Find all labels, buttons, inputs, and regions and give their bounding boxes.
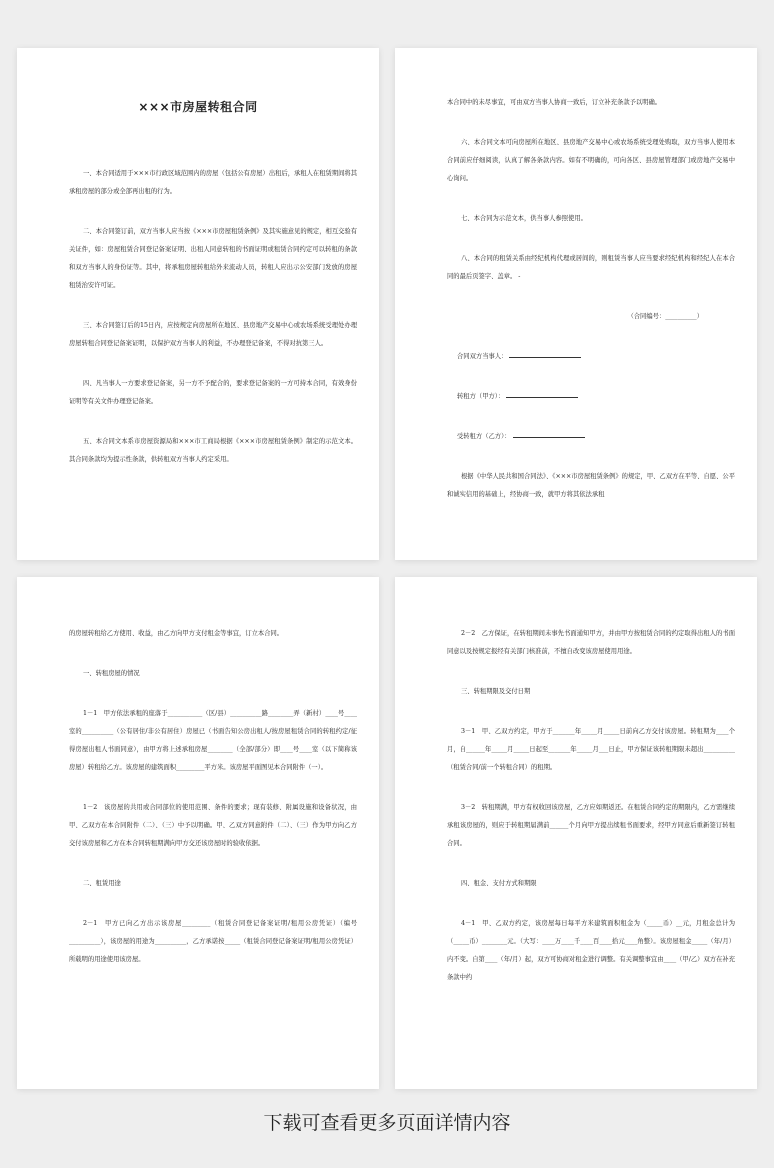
clause-6: 六、本合同文本可向房屋所在地区、县房地产交易中心或农场系统受理处购取，双方当事人使用本合同前应仔细阅读，认真了解各条款内容。如有不明确的，可向各区、县房屋管理部门或房地产交易中心询问。 — [447, 139, 735, 182]
parties-label: 合同双方当事人： — [457, 353, 508, 360]
clause-3: 三、本合同签订后的15日内，应按规定向房屋所在地区、县房地产交易中心或农场系统受理处办理房屋转租合同登记备案证明，以保护双方当事人的利益，不办理登记备案，不得对抗第三人。 — [69, 322, 357, 347]
download-more-link[interactable]: 下载可查看更多页面详情内容 — [263, 1112, 511, 1134]
clause-1-1: 1－1 甲方依法承租的座落于___________（区/县）__________路________弄（新村）____号____室的__________（公有居住/非公有居住）房屋已（书面告知公房出租人/按房屋租赁合同的转租约定/征得房屋出租人书面同意），由甲方将上述承租房屋________（全部/部分）即____号____室（以下简称该房屋）转租给乙方。该房屋的建筑面积_________平方米。该房屋平面图见本合同附件（一）。 — [69, 710, 357, 771]
party-b-label: 受转租方（乙方）： — [457, 433, 511, 440]
clause-4-1: 4－1 甲、乙双方约定，该房屋每日每平方米建筑面积租金为（_____币）__元，月租金总计为（_____币）________元。（大写：____万____千____百____拾元____角整）。该房屋租金_____（年/月）内不变。自第____（年/月）起，双方可协商对租金进行调整。有关调整事宜由____（甲/乙）双方在补充条款中约 — [447, 920, 735, 981]
clause-3-1: 3－1 甲、乙双方约定，甲方于_______年_____月_____日前向乙方交付该房屋。转租期为____个月，自______年_____月_____日起至_______年_____月___日止，甲方保证该转租期限未超出__________（租赁合同/前一个转租合同）的租期。 — [447, 728, 735, 771]
document-page-3 — [17, 577, 379, 1089]
clause-1-2: 1－2 该房屋的共用或合同部位的使用范围、条件的要求；现有装修、附属设施和设备状况，由甲、乙双方在本合同附件（二）、（三）中予以明确。甲、乙双方同意附件（二）、（三）作为甲方向乙方交付该房屋和乙方在本合同转租期满向甲方交还该房屋时的验收依据。 — [69, 804, 357, 847]
section-heading-1: 一、转租房屋的情况 — [83, 670, 140, 677]
clause-2-2: 2－2 乙方保证，在转租期间未事先书面通知甲方，并由甲方按租赁合同的约定取得出租人的书面同意以及按规定报经有关部门核准前，不擅自改变该房屋使用用途。 — [447, 630, 735, 655]
clause-2-1: 2－1 甲方已向乙方出示该房屋_________（租赁合同登记备案证明/租用公房凭证）（编号__________），该房屋的用途为__________，乙方承诺按_____（租赁合同登记备案证明/租用公房凭证）所载明的用途使用该房屋。 — [69, 920, 357, 963]
clause-2: 二、本合同签订前，双方当事人应当按《×××市房屋租赁条例》及其实施意见的规定，相互交验有关证件，如：房屋租赁合同登记备案证明、出租人同意转租的书面证明或租赁合同约定可以转租的条款和双方当事人的身份证等。其中，将承租房屋转租给外来流动人员，转租人应出示公安部门发放的房屋租赁治安许可证。 — [69, 228, 358, 289]
party-b-field — [457, 428, 735, 446]
party-a-blank — [506, 389, 578, 398]
clause-continued: 本合同中的未尽事宜，可由双方当事人协商一致后，订立补充条款予以明确。 — [447, 99, 662, 106]
party-a-field — [457, 388, 735, 406]
clause-7: 七、本合同为示范文本，供当事人参照使用。 — [461, 215, 587, 222]
parties-field — [457, 348, 735, 366]
clause-3-2: 3－2 转租期满，甲方有权收回该房屋，乙方应如期返还。在租赁合同约定的期限内，乙方需继续承租该房屋的，则应于转租期届满前______个月向甲方提出续租书面要求，经甲方同意后重新签订转租合同。 — [447, 804, 735, 847]
section-heading-3: 三、转租期限及交付日期 — [461, 688, 531, 695]
document-title: ×××市房屋转租合同 — [138, 100, 258, 114]
document-page-1 — [17, 48, 379, 560]
section-heading-2: 二、租赁用途 — [83, 880, 121, 887]
clause-5: 五、本合同文本系市房屋资源局和×××市工商局根据《×××市房屋租赁条例》制定的示范文本。其合同条款均为提示性条款，供转租双方当事人约定采用。 — [69, 438, 357, 463]
parties-blank — [509, 349, 581, 358]
party-a-label: 转租方（甲方）： — [457, 393, 505, 400]
clause-4: 四、凡当事人一方要求登记备案，另一方不予配合的，要求登记备案的一方可持本合同，有效身份证明等有关文件办理登记备案。 — [69, 380, 357, 405]
clause-8: 八、本合同的租赁关系由经纪机构代理或居间的，则租赁当事人应当要求经纪机构和经纪人在本合同的最后页签字、盖章。 - — [447, 255, 735, 280]
contract-number: （合同编号：__________） — [627, 313, 703, 320]
clause-continued: 的房屋转租给乙方使用、收益，由乙方向甲方支付租金等事宜，订立本合同。 — [69, 630, 284, 637]
legal-basis-paragraph: 根据《中华人民共和国合同法》、《×××市房屋租赁条例》的规定，甲、乙双方在平等、自愿、公平和诚实信用的基础上，经协商一致，就甲方将其依法承租 — [447, 473, 735, 498]
document-page-2 — [395, 48, 757, 560]
document-page-4 — [395, 577, 757, 1089]
party-b-blank — [513, 429, 585, 438]
section-heading-4: 四、租金、支付方式和期限 — [461, 880, 537, 887]
clause-1: 一、本合同适用于×××市行政区域范围内的房屋（包括公有房屋）出租后，承租人在租赁期间将其承租房屋的部分或全部再出租的行为。 — [69, 170, 358, 195]
